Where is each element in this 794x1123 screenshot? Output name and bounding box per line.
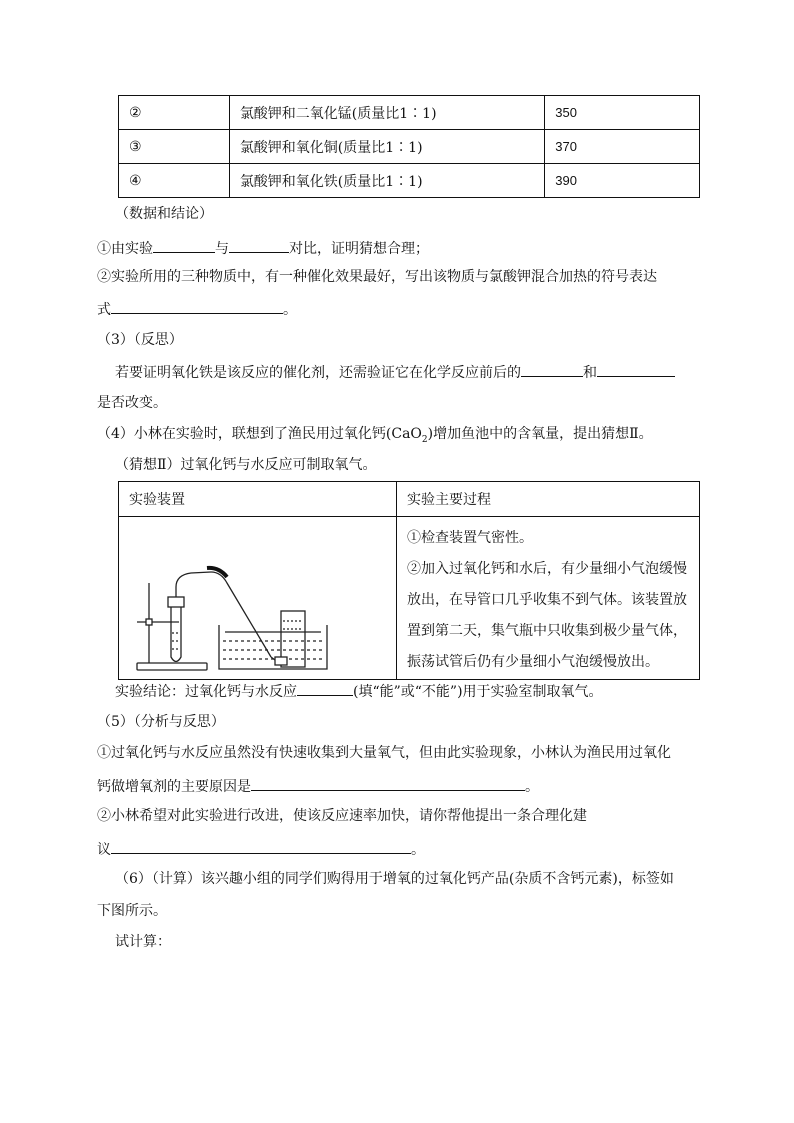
- row-number: ③: [119, 130, 230, 164]
- section-4: [97, 424, 653, 450]
- c1-text-a: ①由实验: [97, 241, 153, 257]
- table-header-row: [119, 482, 700, 517]
- catalyst-table: [118, 95, 700, 198]
- row-material: 氯酸钾和氧化铜(质量比1∶1): [229, 130, 544, 164]
- apparatus-figure: [119, 517, 395, 675]
- concl-text-b: (填“能”或“不能”)用于实验室制取氧气。: [353, 684, 603, 700]
- answer-blank[interactable]: [521, 361, 583, 377]
- process-cell: [396, 517, 699, 680]
- hypothesis-2: （猜想Ⅱ）过氧化钙与水反应可制取氧气。: [115, 457, 377, 473]
- answer-blank[interactable]: [111, 838, 411, 854]
- header-process: 实验主要过程: [396, 482, 699, 517]
- c1-text-b: 与: [215, 241, 229, 257]
- period: 。: [283, 302, 297, 318]
- table-row: [119, 164, 700, 198]
- table-row: [119, 130, 700, 164]
- period: 。: [411, 842, 425, 858]
- s4-text-b: )增加鱼池中的含氧量，提出猜想Ⅱ。: [427, 426, 653, 442]
- row-number: ②: [119, 96, 230, 130]
- s4-text-a: （4）小林在实验时，联想到了渔民用过氧化钙(CaO: [97, 426, 422, 442]
- section-6b: 下图所示。: [97, 903, 167, 919]
- table-row: [119, 517, 700, 680]
- table-row: [119, 96, 700, 130]
- data-heading: （数据和结论）: [115, 206, 213, 222]
- conclusion-2b: [97, 298, 297, 320]
- a1-text-b: 钙做增氧剂的主要原因是: [97, 779, 251, 795]
- row-number: ④: [119, 164, 230, 198]
- section-6: （6）（计算）该兴趣小组的同学们购得用于增氧的过氧化钙产品(杂质不含钙元素)，标签如: [115, 871, 674, 887]
- analysis-2b: [97, 838, 425, 860]
- r1-text-b: 和: [583, 365, 597, 381]
- reflection-1: [115, 361, 675, 383]
- experiment-conclusion: [115, 680, 603, 702]
- period: 。: [525, 779, 539, 795]
- header-apparatus: 实验装置: [119, 482, 397, 517]
- answer-blank[interactable]: [597, 361, 675, 377]
- c2-text-b: 式: [97, 302, 111, 318]
- answer-blank[interactable]: [251, 775, 525, 791]
- row-temperature: 370: [545, 130, 700, 164]
- section-3-heading: （3）（反思）: [97, 332, 183, 348]
- analysis-2: ②小林希望对此实验进行改进，使该反应速率加快，请你帮他提出一条合理化建: [97, 808, 587, 824]
- process-step-2: ②加入过氧化钙和水后，有少量细小气泡缓慢放出，在导管口几乎收集不到气体。该装置放置到第二天，集气瓶中只收集到极少量气体，振荡试管后仍有少量细小气泡缓慢放出。: [406, 561, 687, 670]
- process-step-1: ①检查装置气密性。: [406, 530, 533, 546]
- conclusion-1: [97, 237, 429, 259]
- answer-blank[interactable]: [111, 298, 283, 314]
- concl-text-a: 实验结论：过氧化钙与水反应: [115, 684, 297, 700]
- answer-blank[interactable]: [297, 680, 353, 696]
- row-material: 氯酸钾和二氧化锰(质量比1∶1): [229, 96, 544, 130]
- conclusion-2: ②实验所用的三种物质中，有一种催化效果最好，写出该物质与氯酸钾混合加热的符号表达: [97, 269, 657, 285]
- delivery-tube-2: [211, 572, 271, 657]
- row-temperature: 350: [545, 96, 700, 130]
- subscript-2: 2: [421, 434, 428, 445]
- row-temperature: 390: [545, 164, 700, 198]
- c1-text-c: 对比，证明猜想合理；: [289, 241, 429, 257]
- row-material: 氯酸钾和氧化铁(质量比1∶1): [229, 164, 544, 198]
- analysis-1: ①过氧化钙与水反应虽然没有快速收集到大量氧气，但由此实验现象，小林认为渔民用过氧化: [97, 745, 671, 761]
- experiment-table: [118, 481, 700, 680]
- reflection-2: 是否改变。: [97, 395, 167, 411]
- section-5-heading: （5）（分析与反思）: [97, 714, 225, 730]
- stopper: [168, 597, 184, 607]
- answer-blank[interactable]: [153, 237, 215, 253]
- calculate-label: 试计算：: [115, 934, 171, 950]
- answer-blank[interactable]: [229, 237, 289, 253]
- r1-text-a: 若要证明氧化铁是该反应的催化剂，还需验证它在化学反应前后的: [115, 365, 521, 381]
- apparatus-cell: [119, 517, 397, 680]
- a2-text-b: 议: [97, 842, 111, 858]
- analysis-1b: [97, 775, 539, 797]
- delivery-tube: [176, 572, 211, 587]
- stand-base: [137, 663, 207, 670]
